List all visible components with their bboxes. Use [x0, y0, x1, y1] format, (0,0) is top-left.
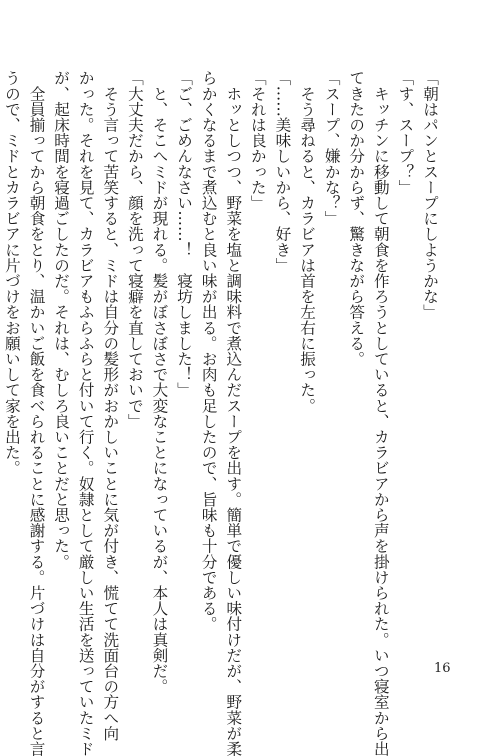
text-line: 「それは良かった」 [248, 70, 267, 211]
text-line: ホッとしつつ、野菜を塩と調味料で煮込んだスープを出す。簡単で優しい味付けだが、野菜が柔 [224, 70, 243, 756]
body-text [0, 70, 442, 756]
text-line: 「朝はパンとスープにしようかな」 [421, 70, 439, 320]
text-line: キッチンに移動して朝食を作ろうとしていると、カラビアから声を掛けられた。いつ寝室から出 [371, 70, 390, 756]
text-line: かった。それを見て、カラビアもふらふらと付いて行く。奴隷として厳しい生活を送っていたミド [76, 70, 95, 756]
text-line: 「……美味しいから、好き」 [273, 70, 292, 273]
page-number: 16 [434, 661, 451, 676]
text-line: 全員揃ってから朝食をとり、温かいご飯を食べられることに感謝する。片づけは自分がすると言 [27, 70, 46, 756]
text-line: 「大丈夫だから、顔を洗って寝癖を直しておいで」 [125, 70, 144, 429]
text-line: そう尋ねると、カラビアは首を左右に振った。 [298, 70, 317, 414]
text-line: と、そこへミドが現れる。髪がぼさぼさで大変なことになっているが、本人は真剣だ。 [150, 70, 169, 694]
text-line: そう言って苦笑すると、ミドは自分の髪形がおかしいことに気が付き、慌てて洗面台の方へ向 [101, 70, 120, 741]
text-line: らかくなるまで煮込むと良い味が出る。お肉も足したので、旨味も十分である。 [199, 70, 218, 632]
text-line: てきたのか分からず、驚きながら答える。 [347, 70, 366, 367]
text-line: 「ご、ごめんなさい……！ 寝坊しました！」 [175, 70, 194, 398]
text-line: うので、ミドとカラビアに片づけをお願いして家を出た。 [2, 70, 21, 476]
text-line: 「す、スープ？」 [396, 70, 415, 195]
text-line: 「スープ、嫌かな？」 [322, 70, 341, 226]
text-line: が、起床時間を寝過ごしたのだ。それは、むしろ良いことだと思った。 [52, 70, 71, 570]
